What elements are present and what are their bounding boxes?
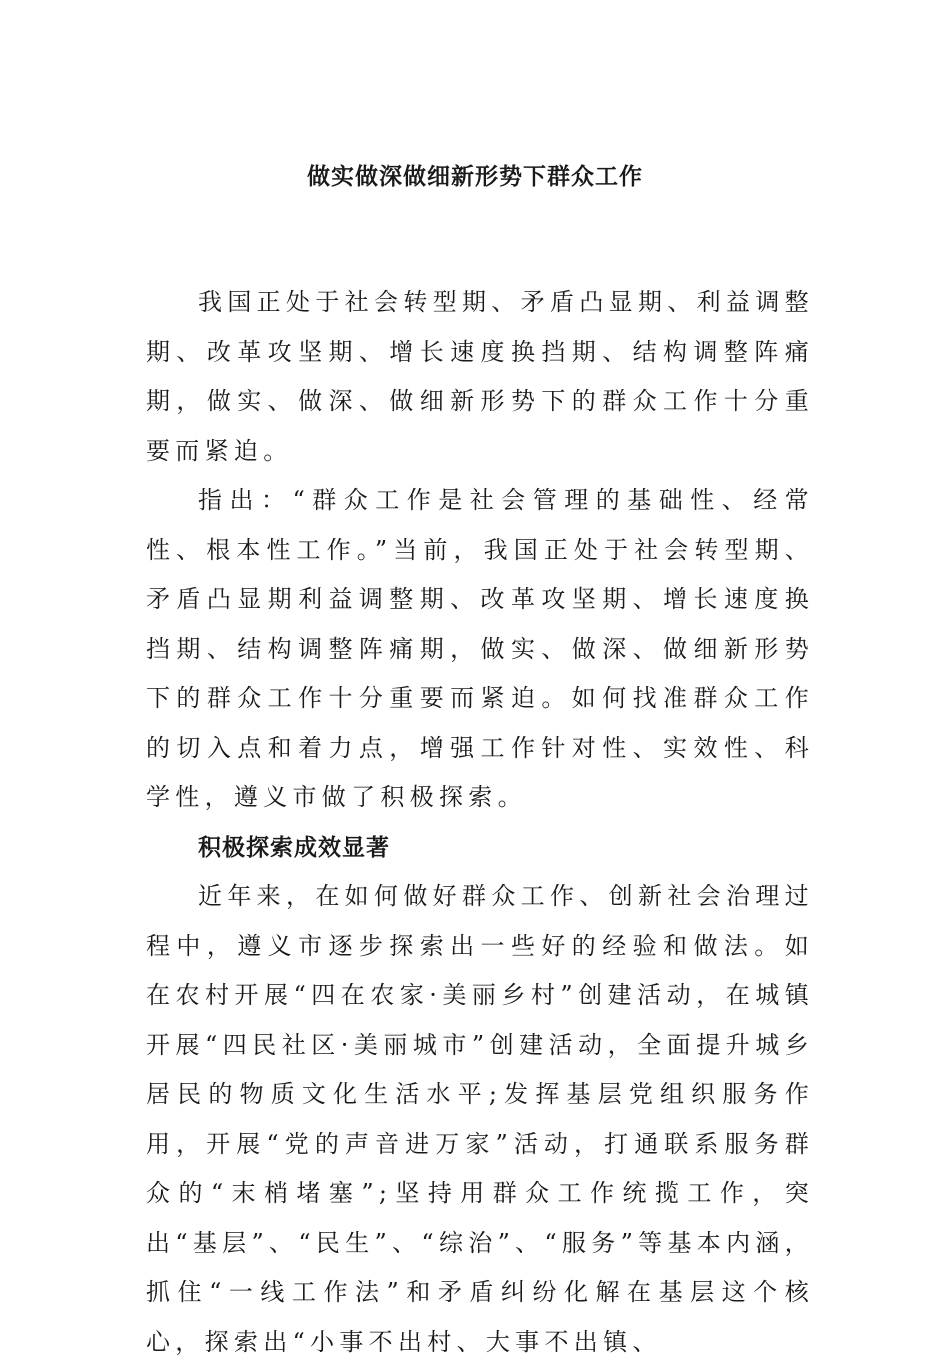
section-heading: 积极探索成效显著 <box>198 833 390 861</box>
paragraph-section: 近年来，在如何做好群众工作、创新社会治理过程中，遵义市逐步探索出一些好的经验和做法。如在农村开展“四在农家·美丽乡村”创建活动，在城镇开展“四民社区·美丽城市”创建活动，全面提升城乡居民的物质文化生活水平;发挥基层党组织服务作用，开展“党的声音进万家”活动，打通联系服务群众的“末梢堵塞”;坚持用群众工作统揽工作，突出“基层”、“民生”、“综治”、“服务”等基本内涵，抓住“一线工作法”和矛盾纠纷化解在基层这个核心，探索出“小事不出村、大事不出镇、 <box>146 882 814 1356</box>
document-title: 做实做深做细新形势下群众工作 <box>307 163 643 190</box>
paragraph-quote: 指出：“群众工作是社会管理的基础性、经常性、根本性工作。”当前，我国正处于社会转型期、矛盾凸显期利益调整期、改革攻坚期、增长速度换挡期、结构调整阵痛期，做实、做深、做细新形势下的群众工作十分重要而紧迫。如何找准群众工作的切入点和着力点，增强工作针对性、实效性、科学性，遵义市做了积极探索。 <box>146 486 814 811</box>
document-body <box>146 278 814 1367</box>
paragraph-intro: 我国正处于社会转型期、矛盾凸显期、利益调整期、改革攻坚期、增长速度换挡期、结构调整阵痛期，做实、做深、做细新形势下的群众工作十分重要而紧迫。 <box>146 288 814 465</box>
